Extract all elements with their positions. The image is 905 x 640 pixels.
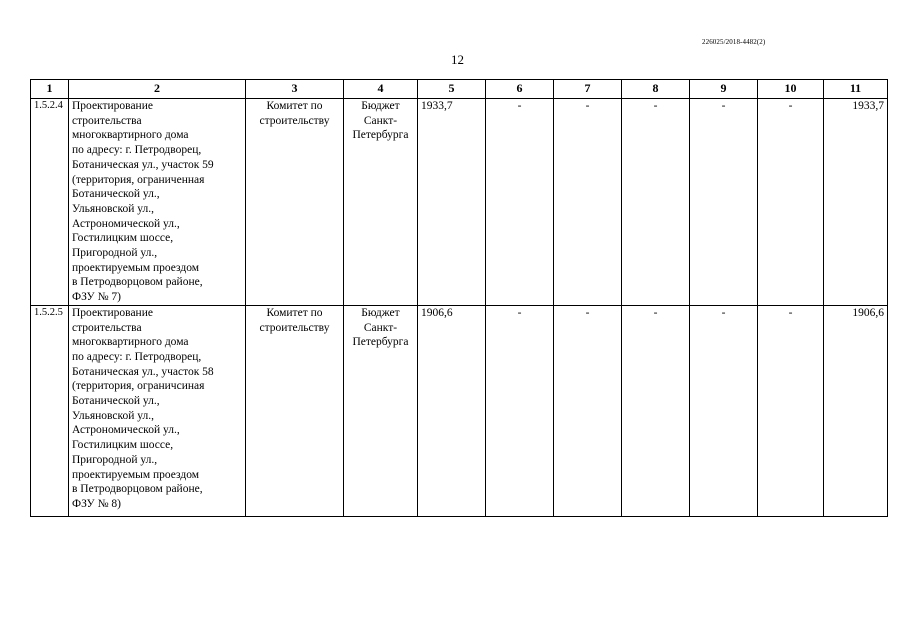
funding-source-cell <box>344 305 418 516</box>
item-name-line: в Петродворцовом районе, <box>72 276 203 289</box>
column-header: 1 <box>31 80 69 99</box>
column-header: 6 <box>486 80 554 99</box>
amount-cell: 1906,6 <box>418 305 486 516</box>
table-row <box>31 305 888 516</box>
amount-cell: - <box>758 305 824 516</box>
item-name-line: многоквартирного дома <box>72 336 189 349</box>
executor-line: Комитет по <box>266 100 323 112</box>
column-header: 8 <box>622 80 690 99</box>
column-header: 9 <box>690 80 758 99</box>
amount-cell: - <box>554 305 622 516</box>
item-name-line: Ботаническая ул., участок 59 <box>72 158 214 171</box>
table-header-row <box>31 80 888 99</box>
item-name-line: Проектирование <box>72 100 153 112</box>
item-name-line: ФЗУ № 8) <box>72 497 122 510</box>
item-name-line: ФЗУ № 7) <box>72 291 122 304</box>
item-code-cell: 1.5.2.5 <box>31 305 69 516</box>
amount-cell: - <box>690 99 758 306</box>
item-name-cell <box>69 305 246 516</box>
column-header: 7 <box>554 80 622 99</box>
item-name-line: Ботанической ул., <box>72 395 160 408</box>
item-name-line: многоквартирного дома <box>72 129 189 142</box>
executor-line: строительству <box>259 321 330 334</box>
column-header: 2 <box>69 80 246 99</box>
budget-table <box>30 79 888 517</box>
item-name-line: Проектирование <box>72 306 153 319</box>
item-name-line: по адресу: г. Петродворец, <box>72 144 202 157</box>
executor-line: Комитет по <box>266 306 323 319</box>
item-name-line: (территория, ограниченная <box>72 173 205 186</box>
item-name-line: проектируемым проездом <box>72 261 200 274</box>
amount-cell: - <box>554 99 622 306</box>
item-name-line: Пригородной ул., <box>72 453 158 466</box>
amount-cell: - <box>758 99 824 306</box>
item-name-line: Ульяновской ул., <box>72 409 155 422</box>
item-name-line: Гостилицким шоссе, <box>72 232 174 245</box>
amount-cell: - <box>486 305 554 516</box>
column-header: 4 <box>344 80 418 99</box>
item-name-cell <box>69 99 246 306</box>
document-reference-number: 226025/2018-4482(2) <box>702 38 766 46</box>
item-name-line: проектируемым проездом <box>72 468 200 481</box>
total-amount-cell: 1906,6 <box>824 305 888 516</box>
table-row <box>31 99 888 306</box>
amount-cell: - <box>486 99 554 306</box>
column-header: 5 <box>418 80 486 99</box>
column-header: 3 <box>246 80 344 99</box>
column-header: 10 <box>758 80 824 99</box>
funding-source-line: Санкт- <box>363 321 398 334</box>
item-name-line: Астрономической ул., <box>72 424 180 437</box>
amount-cell: - <box>622 305 690 516</box>
amount-cell: - <box>690 305 758 516</box>
funding-source-line: Петербурга <box>352 129 409 142</box>
executor-line: строительству <box>259 114 330 127</box>
executor-cell <box>246 99 344 306</box>
total-amount-cell: 1933,7 <box>824 99 888 306</box>
executor-cell <box>246 305 344 516</box>
item-name-line: Ботанической ул., <box>72 188 160 201</box>
page-number: 12 <box>451 52 464 67</box>
funding-source-line: Бюджет <box>361 100 400 112</box>
funding-source-line: Санкт- <box>363 114 398 127</box>
amount-cell: - <box>622 99 690 306</box>
funding-source-cell <box>344 99 418 306</box>
item-name-line: Ботаническая ул., участок 58 <box>72 365 214 378</box>
item-name-line: Гостилицким шоссе, <box>72 439 174 452</box>
column-header: 11 <box>824 80 888 99</box>
item-name-line: строительства <box>72 321 142 334</box>
item-code-cell: 1.5.2.4 <box>31 99 69 306</box>
item-name-line: в Петродворцовом районе, <box>72 483 203 496</box>
item-name-line: строительства <box>72 114 142 127</box>
item-name-line: Пригородной ул., <box>72 247 158 260</box>
item-name-line: Астрономической ул., <box>72 217 180 230</box>
funding-source-line: Петербурга <box>352 336 409 349</box>
amount-cell: 1933,7 <box>418 99 486 306</box>
funding-source-line: Бюджет <box>361 306 400 319</box>
item-name-line: (территория, ограничсиная <box>72 380 205 393</box>
item-name-line: Ульяновской ул., <box>72 202 155 215</box>
item-name-line: по адресу: г. Петродворец, <box>72 350 202 363</box>
